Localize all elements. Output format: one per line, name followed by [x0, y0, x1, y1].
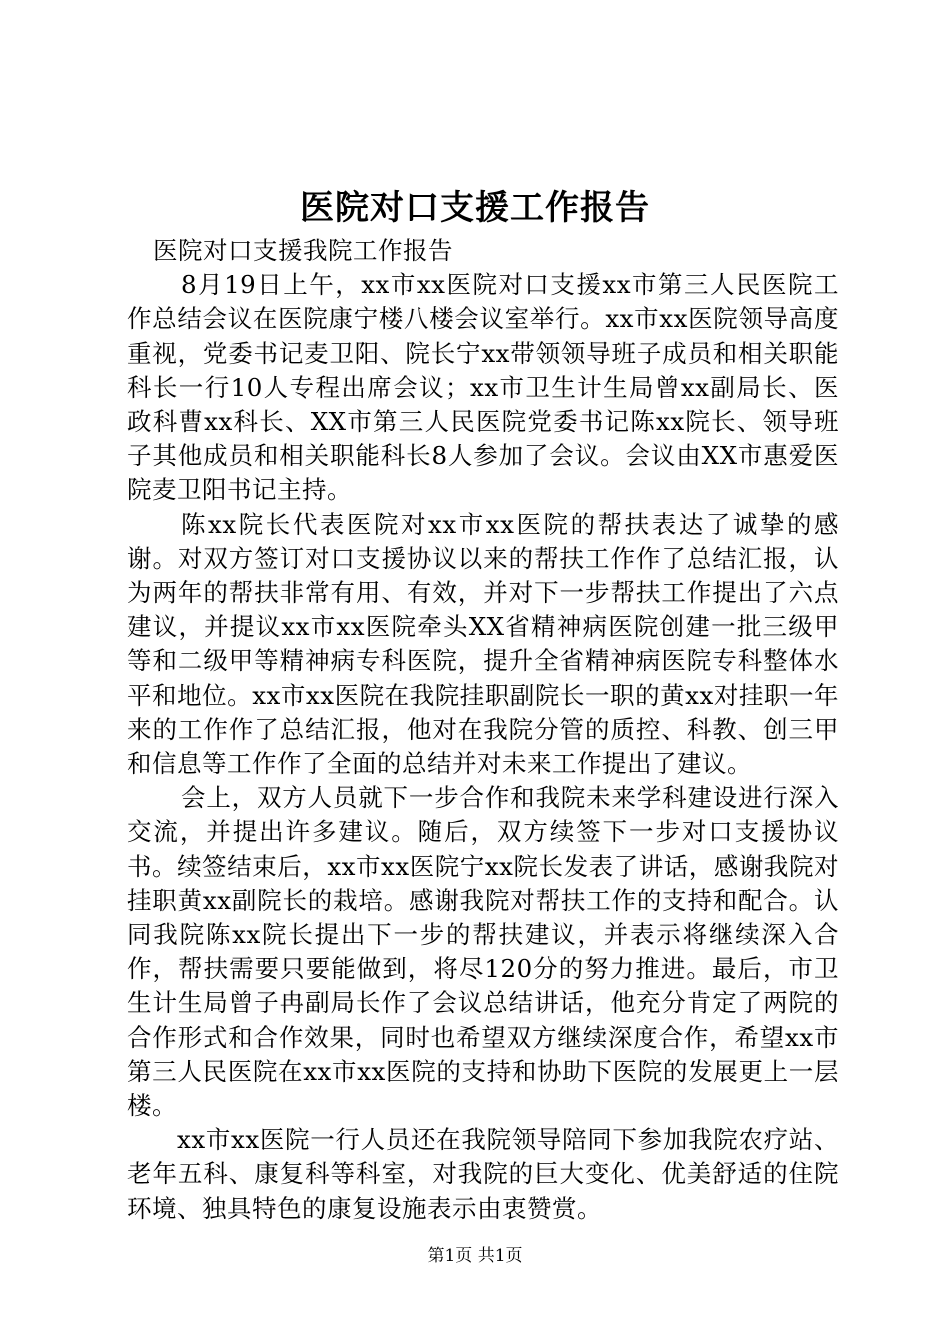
- document-subtitle: 医院对口支援我院工作报告: [153, 236, 453, 265]
- paragraph-site-visit: xx市xx医院一行人员还在我院领导陪同下参加我院农疗站、老年五科、康复科等科室，对我院的巨大变化、优美舒适的住院环境、独具特色的康复设施表示由衷赞赏。: [127, 1125, 839, 1223]
- document-body: [127, 234, 839, 1226]
- document-title: 医院对口支援工作报告: [300, 188, 650, 228]
- paragraph-chen-report: 陈xx院长代表医院对xx市xx医院的帮扶表达了诚挚的感谢。对双方签订对口支援协议以来的帮扶工作作了总结汇报，认为两年的帮扶非常有用、有效，并对下一步帮扶工作提出了六点建议，并提议xx市xx医院牵头XX省精神病医院创建一批三级甲等和二级甲等精神病专科医院，提升全省精神病医院专科整体水平和地位。xx市xx医院在我院挂职副院长一职的黄xx对挂职一年来的工作作了总结汇报，他对在我院分管的质控、科教、创三甲和信息等工作作了全面的总结并对未来工作提出了建议。: [127, 509, 839, 779]
- paragraph-meeting-discussion: 会上，双方人员就下一步合作和我院未来学科建设进行深入交流，并提出许多建议。随后，双方续签下一步对口支援协议书。续签结束后，xx市xx医院宁xx院长发表了讲话，感谢我院对挂职黄xx副院长的栽培。感谢我院对帮扶工作的支持和配合。认同我院陈xx院长提出下一步的帮扶建议，并表示将继续深入合作，帮扶需要只要能做到，将尽120分的努力推进。最后，市卫生计生局曾子冉副局长作了会议总结讲话，他充分肯定了两院的合作形式和合作效果，同时也希望双方继续深度合作，希望xx市第三人民医院在xx市xx医院的支持和协助下医院的发展更上一层楼。: [127, 783, 839, 1121]
- page-number: 第1页 共1页: [427, 1246, 523, 1266]
- paragraph-meeting-summary: 8月19日上午，xx市xx医院对口支援xx市第三人民医院工作总结会议在医院康宁楼八楼会议室举行。xx市xx医院领导高度重视，党委书记麦卫阳、院长宁xx带领领导班子成员和相关职能科长一行10人专程出席会议；xx市卫生计生局曾xx副局长、医政科曹xx科长、XX市第三人民医院党委书记陈xx院长、领导班子其他成员和相关职能科长8人参加了会议。会议由XX市惠爱医院麦卫阳书记主持。: [127, 270, 839, 505]
